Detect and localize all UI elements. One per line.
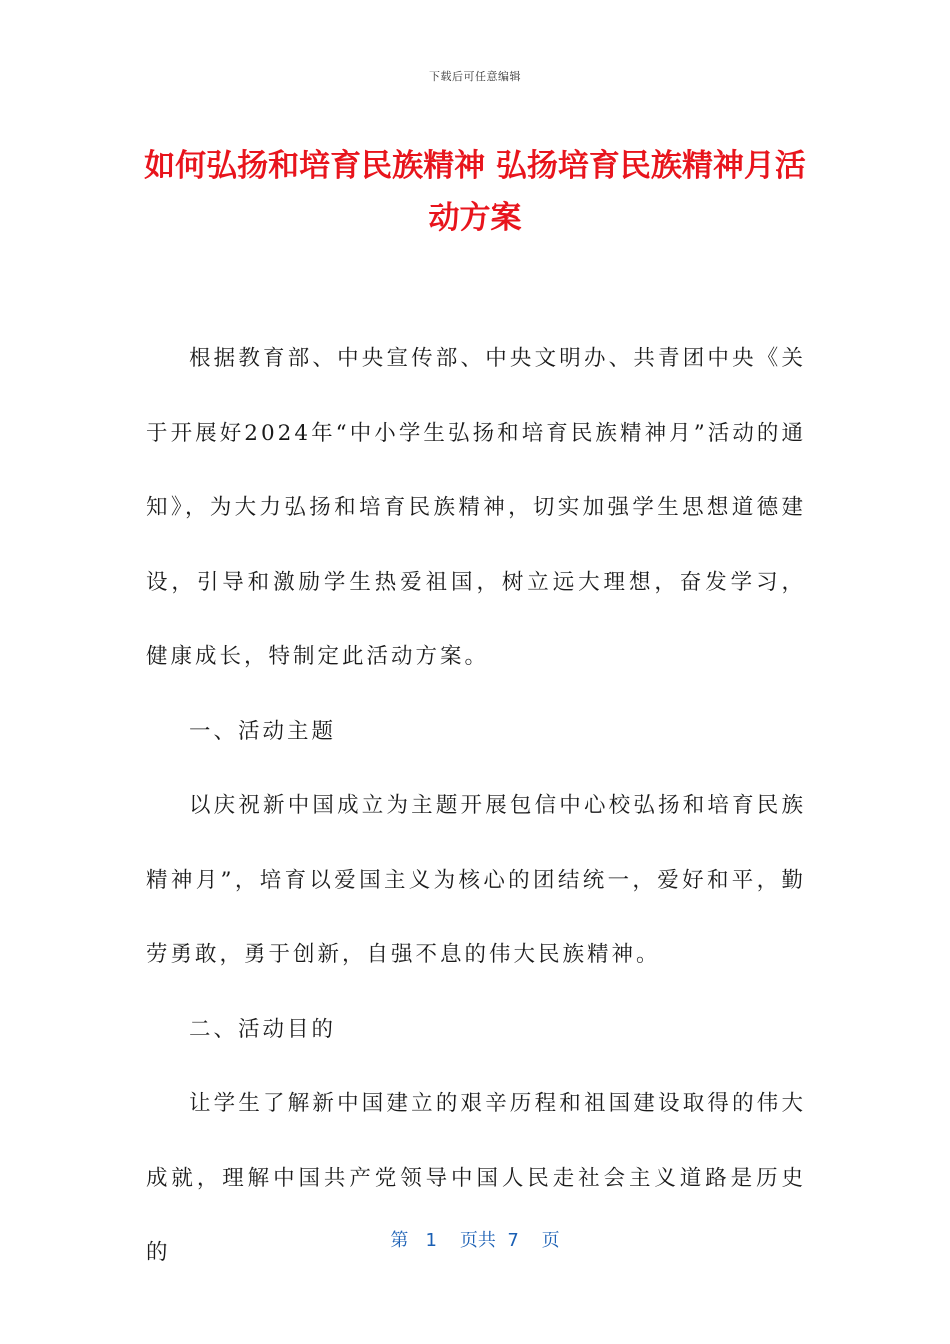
header-note: 下载后可任意编辑: [429, 70, 521, 83]
footer-total-pages: 7: [507, 1230, 519, 1251]
footer-page-label: 第: [390, 1230, 409, 1251]
section-heading-theme: 一、活动主题: [189, 718, 337, 744]
footer-end-label: 页: [541, 1230, 560, 1251]
footer-current-page: 1: [425, 1230, 437, 1251]
paragraph-intro: 根据教育部、中央宣传部、中央文明办、共青团中央《关于开展好2024年“中小学生弘扬和培育民族精神月”活动的通知》，为大力弘扬和培育民族精神，切实加强学生思想道德建设，引导和激励学生热爱祖国，树立远大理想，奋发学习，健康成长，特制定此活动方案。: [146, 346, 806, 669]
footer-of-label: 页共: [459, 1230, 496, 1251]
document-title: 如何弘扬和培育民族精神 弘扬培育民族精神月活动方案: [144, 148, 806, 236]
section-heading-purpose: 二、活动目的: [189, 1016, 337, 1042]
page-footer: [0, 1226, 950, 1252]
document-body: [146, 322, 806, 1291]
paragraph-theme: 以庆祝新中国成立为主题开展包信中心校弘扬和培育民族精神月”，培育以爱国主义为核心的团结统一，爱好和平，勤劳勇敢，勇于创新，自强不息的伟大民族精神。: [146, 793, 806, 967]
paragraph-purpose: 让学生了解新中国建立的艰辛历程和祖国建设取得的伟大成就，理解中国共产党领导中国人民走社会主义道路是历史的: [146, 1091, 806, 1265]
